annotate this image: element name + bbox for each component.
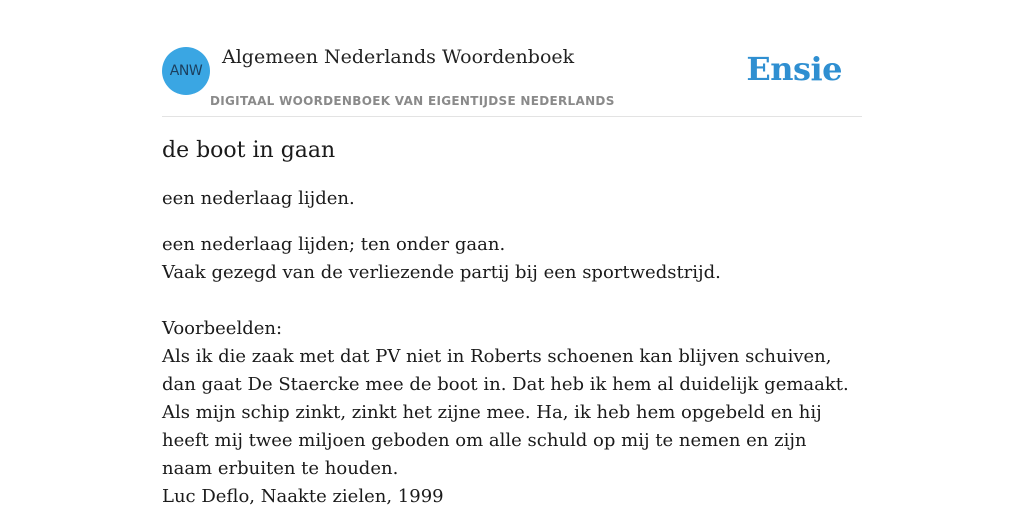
short-definition: een nederlaag lijden. bbox=[162, 188, 355, 209]
example-quote: Als ik die zaak met dat PV niet in Roberts schoenen kan blijven schuiven, dan gaat De Staercke mee de boot in. Dat heb ik hem al duidelijk gemaakt. Als mijn schip zinkt, zinkt het zijne mee. Ha, ik heb hem opgebeld en hij heeft mij twee miljoen geboden om alle schuld op mij te nemen en zijn naam erbuiten te houden. bbox=[162, 346, 849, 479]
examples-heading: Voorbeelden: bbox=[162, 318, 283, 339]
anw-logo[interactable] bbox=[162, 47, 210, 95]
entry-content bbox=[162, 138, 862, 511]
site-title[interactable]: Algemeen Nederlands Woordenboek bbox=[222, 46, 575, 68]
spacer bbox=[162, 287, 862, 315]
ensie-brand-logo[interactable]: Ensie bbox=[746, 50, 842, 88]
site-subtitle: DIGITAAL WOORDENBOEK VAN EIGENTIJDSE NEDERLANDS bbox=[210, 94, 615, 108]
example-source: Luc Deflo, Naakte zielen, 1999 bbox=[162, 486, 444, 507]
entry-term: de boot in gaan bbox=[162, 138, 336, 163]
anw-logo-text: ANW bbox=[169, 63, 203, 79]
definition-line: een nederlaag lijden; ten onder gaan. bbox=[162, 234, 506, 255]
site-header bbox=[162, 40, 862, 117]
definition-line: Vaak gezegd van de verliezende partij bij een sportwedstrijd. bbox=[162, 262, 721, 283]
full-definition bbox=[162, 231, 862, 511]
